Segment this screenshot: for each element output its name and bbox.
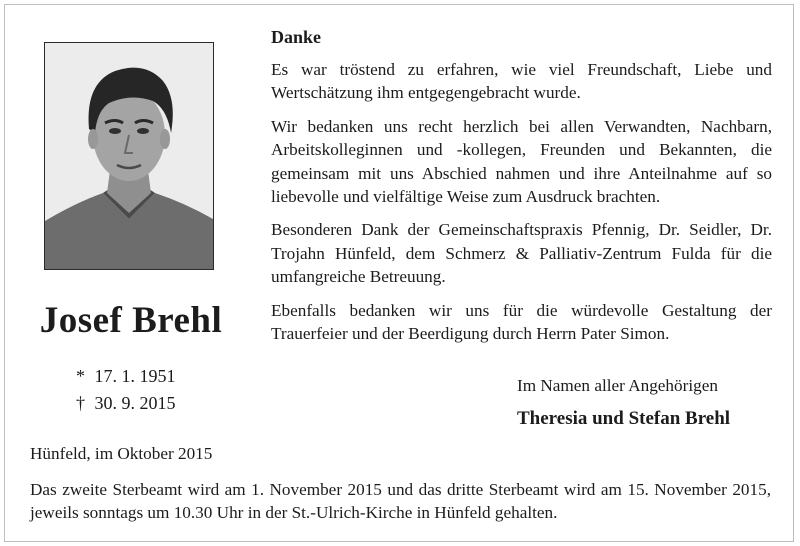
deceased-name: Josef Brehl (39, 300, 223, 341)
thanks-heading: Danke (271, 27, 322, 47)
thanks-paragraph: Wir bedanken uns recht herzlich bei allen Verwandten, Nachbarn, Arbeitskolleginnen und -kollegen, Freunden und Bekannten, die gemeinsam mit uns Abschied nahmen und ihre Anteilnahme auf so liebevolle und vielfältige Weise zum Ausdruck brachten. (271, 116, 772, 207)
place-date: Hünfeld, im Oktober 2015 (30, 444, 213, 463)
birth-star-icon: * (76, 366, 85, 386)
thanks-paragraph: Es war tröstend zu erfahren, wie viel Freundschaft, Liebe und Wertschätzung ihm entgegengebracht wurde. (271, 60, 772, 103)
signer-names: Theresia und Stefan Brehl (517, 408, 731, 429)
signature-block (517, 375, 730, 430)
life-dates (76, 363, 176, 417)
portrait-image (45, 43, 213, 269)
birth-date: 17. 1. 1951 (94, 366, 176, 386)
death-cross-icon: † (76, 393, 85, 413)
thanks-section (271, 26, 772, 355)
thanks-paragraph: Ebenfalls bedanken wir uns für die würdevolle Gestaltung der Trauerfeier und der Beerdigung durch Herrn Pater Simon. (271, 300, 772, 344)
thanks-paragraph: Besonderen Dank der Gemeinschaftspraxis Pfennig, Dr. Seidler, Dr. Trojahn Hünfeld, dem Schmerz & Palliativ-Zentrum Fulda für die umfangreiche Betreuung. (271, 220, 772, 287)
portrait-photo (44, 42, 214, 270)
birth-date-row (76, 363, 176, 390)
on-behalf-line: Im Namen aller Angehörigen (517, 376, 718, 395)
death-date: 30. 9. 2015 (94, 393, 176, 413)
death-date-row (76, 390, 176, 417)
requiem-notice: Das zweite Sterbeamt wird am 1. November 2015 und das dritte Sterbeamt wird am 15. November 2015, jeweils sonntags um 10.30 Uhr in der St.-Ulrich-Kirche in Hünfeld gehalten. (30, 480, 771, 523)
